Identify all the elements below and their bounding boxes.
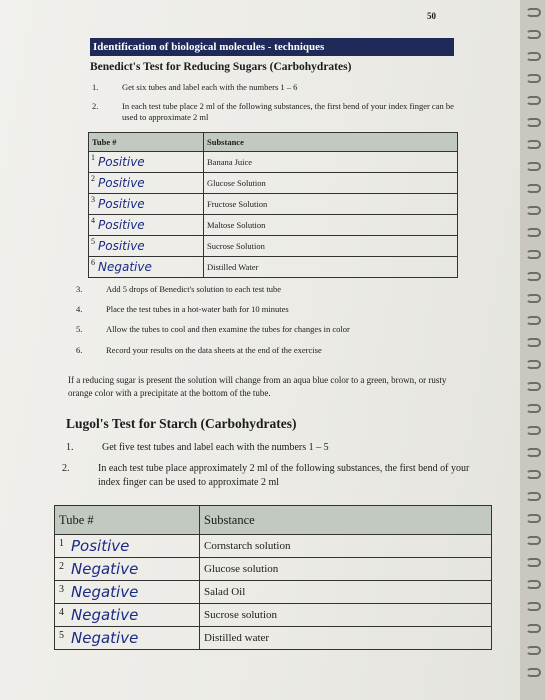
- tube-cell: [55, 627, 200, 650]
- binder-ring: [526, 52, 541, 61]
- binder-ring: [526, 30, 541, 39]
- substance-cell: Glucose Solution: [204, 173, 458, 194]
- section-title: Identification of biological molecules - techniques: [90, 38, 454, 56]
- substance-cell: Fructose Solution: [204, 194, 458, 215]
- step-number: 2.: [92, 101, 99, 111]
- tube-number: 3: [91, 195, 95, 204]
- step-text: In each test tube place 2 ml of the following substances, the first bend of your index finger can be used to approximate 2 ml: [122, 101, 454, 122]
- step-text: Get five test tubes and label each with the numbers 1 – 5: [102, 442, 329, 453]
- binder-ring: [526, 360, 541, 369]
- tube-cell: [55, 535, 200, 558]
- page-number: 50: [427, 11, 436, 21]
- tube-cell: [89, 152, 204, 173]
- handwritten-result: Positive: [98, 218, 145, 232]
- column-header: Tube #: [89, 133, 204, 152]
- handwritten-result: Negative: [71, 606, 139, 624]
- benedicts-table: [88, 132, 458, 278]
- step-number: 5.: [76, 324, 83, 334]
- tube-number: 4: [59, 607, 64, 618]
- tube-cell: [89, 194, 204, 215]
- handwritten-result: Positive: [71, 537, 130, 555]
- step-number: 6.: [76, 345, 83, 355]
- handwritten-result: Positive: [98, 155, 145, 169]
- substance-cell: Cornstarch solution: [200, 535, 492, 558]
- table-row: [89, 173, 458, 194]
- binder-ring: [526, 228, 541, 237]
- binder-ring: [526, 492, 541, 501]
- binder-ring: [526, 74, 541, 83]
- binder-ring: [526, 8, 541, 17]
- binder-ring: [526, 602, 541, 611]
- tube-number: 5: [91, 237, 95, 246]
- table-row: [55, 558, 492, 581]
- binder-ring: [526, 316, 541, 325]
- tube-cell: [55, 581, 200, 604]
- substance-cell: Sucrose Solution: [204, 236, 458, 257]
- substance-cell: Distilled Water: [204, 257, 458, 278]
- handwritten-result: Positive: [98, 176, 145, 190]
- binder-ring: [526, 404, 541, 413]
- tube-cell: [89, 173, 204, 194]
- notebook-binding: [520, 0, 545, 700]
- table-header-row: [89, 133, 458, 152]
- binder-ring: [526, 162, 541, 171]
- column-header: Substance: [200, 506, 492, 535]
- tube-cell: [89, 257, 204, 278]
- table-row: [89, 236, 458, 257]
- tube-number: 6: [91, 258, 95, 267]
- binder-ring: [526, 140, 541, 149]
- step-number: 2.: [62, 463, 70, 474]
- binder-ring: [526, 294, 541, 303]
- tube-number: 2: [91, 174, 95, 183]
- substance-cell: Glucose solution: [200, 558, 492, 581]
- step-text: Allow the tubes to cool and then examine the tubes for changes in color: [106, 324, 350, 334]
- binder-ring: [526, 338, 541, 347]
- binder-ring: [526, 514, 541, 523]
- handwritten-result: Positive: [98, 239, 145, 253]
- handwritten-result: Negative: [71, 629, 139, 647]
- substance-cell: Maltose Solution: [204, 215, 458, 236]
- lugols-table: [54, 505, 492, 650]
- tube-cell: [55, 604, 200, 627]
- table-row: [55, 627, 492, 650]
- column-header: Tube #: [55, 506, 200, 535]
- binder-ring: [526, 118, 541, 127]
- substance-cell: Sucrose solution: [200, 604, 492, 627]
- binder-ring: [526, 250, 541, 259]
- table-row: [55, 581, 492, 604]
- table-row: [89, 215, 458, 236]
- step-text: Add 5 drops of Benedict's solution to each test tube: [106, 284, 282, 294]
- binder-ring: [526, 558, 541, 567]
- table-row: [89, 257, 458, 278]
- binder-ring: [526, 668, 541, 677]
- step-text: Get six tubes and label each with the numbers 1 – 6: [122, 82, 298, 92]
- table-header-row: [55, 506, 492, 535]
- step-number: 3.: [76, 284, 83, 294]
- tube-cell: [55, 558, 200, 581]
- handwritten-result: Positive: [98, 197, 145, 211]
- binder-ring: [526, 624, 541, 633]
- reducing-sugar-note: If a reducing sugar is present the solution will change from an aqua blue color to a green, brown, or rusty orange color with a precipitate at the bottom of the tube.: [68, 375, 447, 398]
- step-text: Record your results on the data sheets at the end of the exercise: [106, 345, 322, 355]
- binder-ring: [526, 184, 541, 193]
- substance-cell: Banana Juice: [204, 152, 458, 173]
- column-header: Substance: [204, 133, 458, 152]
- table-row: [55, 604, 492, 627]
- binder-ring: [526, 536, 541, 545]
- table-row: [89, 194, 458, 215]
- step-text: In each test tube place approximately 2 ml of the following substances, the first bend of your index finger can be used to approximate 2 ml: [98, 463, 470, 488]
- binder-ring: [526, 206, 541, 215]
- binder-ring: [526, 646, 541, 655]
- tube-number: 5: [59, 630, 64, 641]
- handwritten-result: Negative: [98, 260, 152, 274]
- benedicts-heading: Benedict's Test for Reducing Sugars (Carbohydrates): [90, 61, 352, 73]
- table-row: [89, 152, 458, 173]
- tube-number: 1: [59, 538, 64, 549]
- binder-ring: [526, 448, 541, 457]
- table-row: [55, 535, 492, 558]
- binder-ring: [526, 382, 541, 391]
- tube-cell: [89, 236, 204, 257]
- binder-ring: [526, 96, 541, 105]
- tube-number: 4: [91, 216, 95, 225]
- binder-ring: [526, 426, 541, 435]
- step-number: 1.: [66, 442, 74, 453]
- substance-cell: Salad Oil: [200, 581, 492, 604]
- handwritten-result: Negative: [71, 583, 139, 601]
- binder-ring: [526, 272, 541, 281]
- binder-ring: [526, 580, 541, 589]
- step-text: Place the test tubes in a hot-water bath for 10 minutes: [106, 304, 289, 314]
- tube-number: 1: [91, 153, 95, 162]
- tube-number: 2: [59, 561, 64, 572]
- step-number: 1.: [92, 82, 99, 92]
- handwritten-result: Negative: [71, 560, 139, 578]
- lugols-heading: Lugol's Test for Starch (Carbohydrates): [66, 416, 297, 431]
- binder-ring: [526, 470, 541, 479]
- tube-cell: [89, 215, 204, 236]
- substance-cell: Distilled water: [200, 627, 492, 650]
- step-number: 4.: [76, 304, 83, 314]
- tube-number: 3: [59, 584, 64, 595]
